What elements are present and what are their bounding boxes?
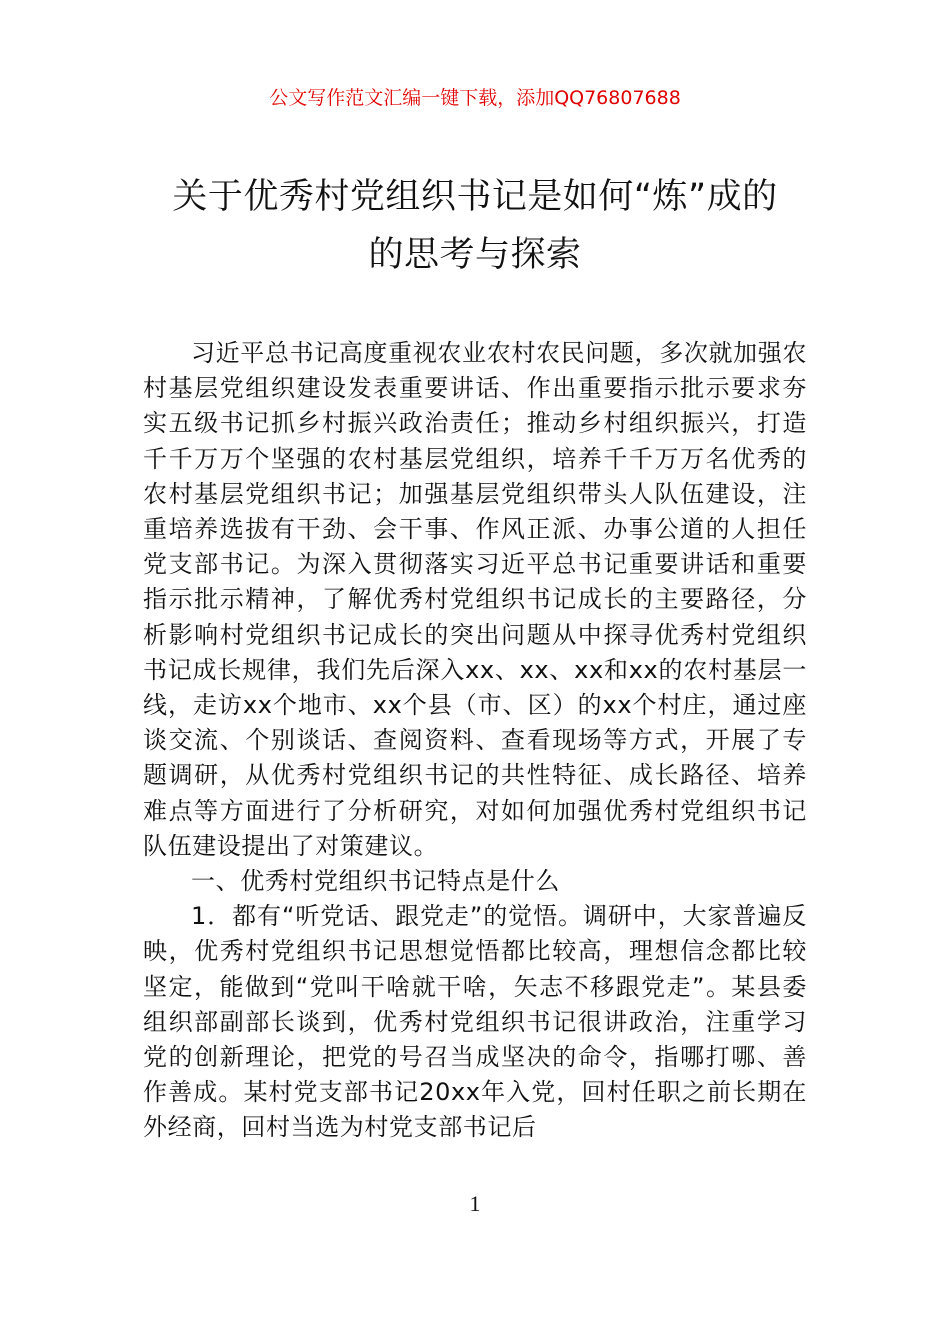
download-notice: 公文写作范文汇编一键下载，添加QQ76807688	[269, 87, 681, 109]
intro-paragraph: 习近平总书记高度重视农业农村农民问题，多次就加强农村基层党组织建设发表重要讲话、作出重要指示批示要求夯实五级书记抓乡村振兴政治责任；推动乡村组织振兴，打造千千万万个坚强的农村基层党组织，培养千千万万名优秀的农村基层党组织书记；加强基层党组织带头人队伍建设，注重培养选拔有干劲、会干事、作风正派、办事公道的人担任党支部书记。为深入贯彻落实习近平总书记重要讲话和重要指示批示精神，了解优秀村党组织书记成长的主要路径，分析影响村党组织书记成长的突出问题从中探寻优秀村党组织书记成长规律，我们先后深入xx、xx、xx和xx的农村基层一线，走访xx个地市、xx个县（市、区）的xx个村庄，通过座谈交流、个别谈话、查阅资料、查看现场等方式，开展了专题调研，从优秀村党组织书记的共性特征、成长路径、培养难点等方面进行了分析研究，对如何加强优秀村党组织书记队伍建设提出了对策建议。	[143, 339, 807, 860]
section-heading: 一、优秀村党组织书记特点是什么	[191, 867, 560, 896]
page-title	[120, 168, 830, 284]
page-number: 1	[469, 1191, 481, 1216]
title-line-2: 的思考与探索	[368, 235, 582, 275]
body-paragraph: 1．都有“听党话、跟党走”的觉悟。调研中，大家普遍反映，优秀村党组织书记思想觉悟都比较高，理想信念都比较坚定，能做到“党叫干啥就干啥，矢志不移跟党走”。某县委组织部副部长谈到，优秀村党组织书记很讲政治，注重学习党的创新理论，把党的号召当成坚决的命令，指哪打哪、善作善成。某村党支部书记20xx年入党，回村任职之前长期在外经商，回村当选为村党支部书记后	[143, 902, 807, 1142]
document-body	[143, 336, 807, 1146]
title-line-1: 关于优秀村党组织书记是如何“炼”成的	[172, 177, 778, 217]
